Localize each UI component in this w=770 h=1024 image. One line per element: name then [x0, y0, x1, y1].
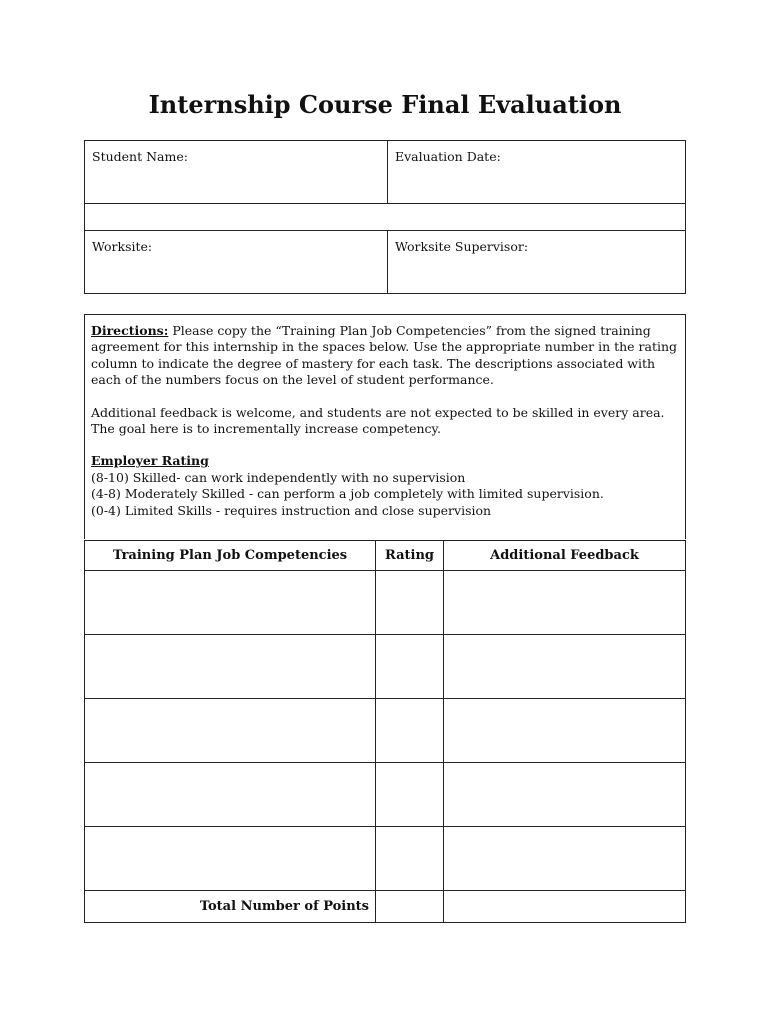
feedback-cell[interactable] — [444, 635, 686, 699]
rating-cell[interactable] — [376, 763, 444, 827]
feedback-note: Additional feedback is welcome, and students are not expected to be skilled in every area. The goal here is to incrementally increase competency. — [91, 404, 665, 437]
worksite-label: Worksite: — [92, 239, 153, 254]
competency-cell[interactable] — [85, 763, 376, 827]
table-row — [85, 827, 686, 891]
rating-cell[interactable] — [376, 635, 444, 699]
table-row — [85, 699, 686, 763]
total-rating-cell[interactable] — [376, 891, 444, 923]
worksite-supervisor-field[interactable] — [388, 231, 686, 294]
student-name-field[interactable] — [85, 141, 388, 204]
directions-text: Please copy the “Training Plan Job Competencies” from the signed training agreement for this internship in the spaces below. Use the appropriate number in the rating column to indicate the degree of mastery for each task. The descriptions associated with each of the numbers focus on the level of student performance. — [91, 323, 678, 388]
rating-skilled: (8-10) Skilled- can work independently with no supervision — [91, 469, 466, 485]
directions-heading: Directions: — [91, 323, 169, 338]
student-info-table — [84, 140, 686, 294]
feedback-header: Additional Feedback — [444, 541, 686, 571]
total-feedback-cell — [444, 891, 686, 923]
competency-cell[interactable] — [85, 571, 376, 635]
directions-box — [84, 314, 686, 539]
competency-cell[interactable] — [85, 635, 376, 699]
worksite-supervisor-label: Worksite Supervisor: — [395, 239, 529, 254]
competencies-header: Training Plan Job Competencies — [85, 541, 376, 571]
student-name-label: Student Name: — [92, 149, 188, 164]
feedback-cell[interactable] — [444, 763, 686, 827]
evaluation-date-label: Evaluation Date: — [395, 149, 501, 164]
page-title: Internship Course Final Evaluation — [148, 90, 622, 119]
employer-rating-heading: Employer Rating — [91, 453, 209, 469]
rating-cell[interactable] — [376, 827, 444, 891]
evaluation-date-field[interactable] — [388, 141, 686, 204]
feedback-cell[interactable] — [444, 699, 686, 763]
directions-paragraph — [91, 323, 679, 389]
table-row — [85, 635, 686, 699]
rating-cell[interactable] — [376, 571, 444, 635]
rating-header: Rating — [376, 541, 444, 571]
rating-moderately-skilled: (4-8) Moderately Skilled - can perform a job completely with limited supervision. — [91, 486, 604, 502]
competencies-table — [84, 540, 686, 923]
table-row — [85, 763, 686, 827]
feedback-cell[interactable] — [444, 571, 686, 635]
competency-cell[interactable] — [85, 699, 376, 763]
competency-cell[interactable] — [85, 827, 376, 891]
rating-cell[interactable] — [376, 699, 444, 763]
rating-limited-skills: (0-4) Limited Skills - requires instruction and close supervision — [91, 502, 492, 518]
table-row — [85, 571, 686, 635]
feedback-cell[interactable] — [444, 827, 686, 891]
worksite-field[interactable] — [85, 231, 388, 294]
total-points-label: Total Number of Points — [85, 891, 376, 923]
total-row — [85, 891, 686, 923]
blank-row — [85, 204, 686, 231]
